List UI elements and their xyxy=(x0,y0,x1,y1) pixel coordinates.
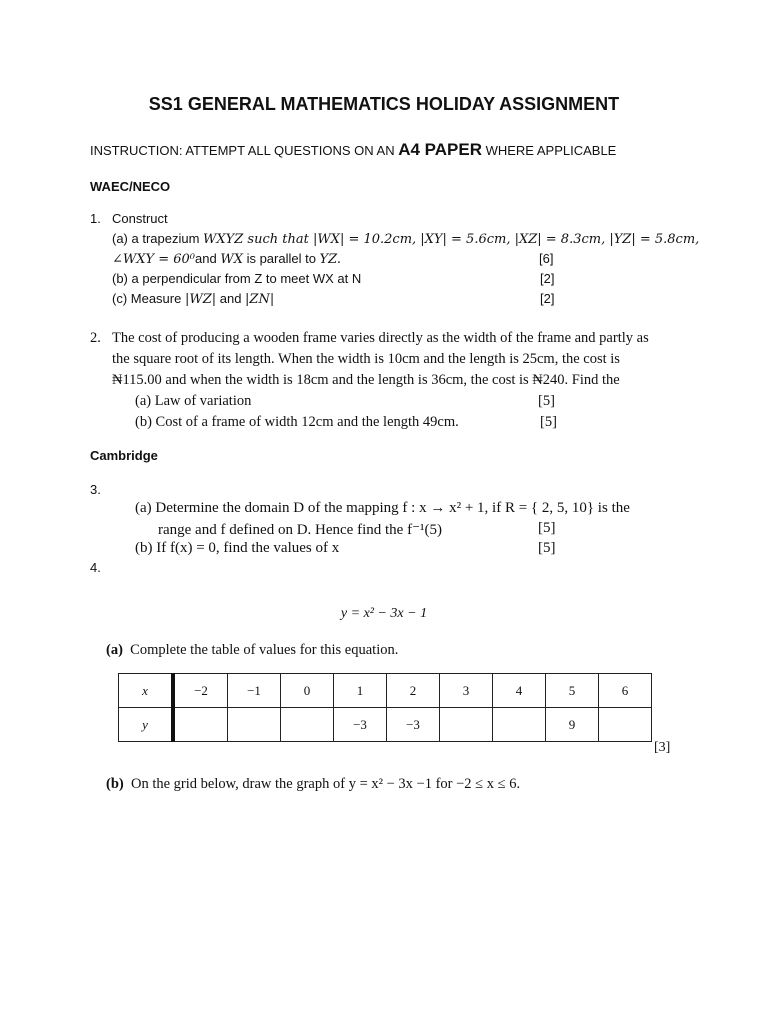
table-cell: −3 xyxy=(334,708,387,742)
q1-a-wx: WX xyxy=(220,252,243,267)
q2-line1: The cost of producing a wooden frame varies directly as the width of the frame and partly as xyxy=(112,330,649,346)
q1-b-mark: [2] xyxy=(540,271,555,286)
q3-part-b: (b) If f(x) = 0, find the values of x xyxy=(135,540,340,556)
q1-c-prefix: (c) Measure xyxy=(112,291,185,306)
table-cell-input[interactable] xyxy=(440,708,493,742)
q1-intro: Construct xyxy=(112,211,168,226)
q4-part-b xyxy=(106,776,520,793)
q2-line2: the square root of its length. When the width is 10cm and the length is 25cm, the cost is xyxy=(112,351,620,367)
q4-number: 4. xyxy=(90,560,101,575)
q2-number: 2. xyxy=(90,330,101,346)
table-cell-input[interactable] xyxy=(493,708,546,742)
q4-part-a xyxy=(106,642,398,659)
q4-b-text: On the grid below, draw the graph of y = x² − 3x −1 for −2 ≤ x ≤ 6. xyxy=(130,776,521,792)
table-cell-input[interactable] xyxy=(228,708,281,742)
table-cell: 4 xyxy=(493,674,546,708)
q4-a-mark: [3] xyxy=(654,740,671,755)
table-cell-input[interactable] xyxy=(173,708,228,742)
instruction-suffix: WHERE APPLICABLE xyxy=(481,143,617,158)
q2-line3: ₦115.00 and when the width is 18cm and the length is 36cm, the cost is ₦240. Find the xyxy=(112,372,620,388)
q4-a-label: (a) xyxy=(106,642,123,658)
q1-a-prefix: (a) a trapezium xyxy=(112,231,204,246)
q1-a-mark: [6] xyxy=(539,251,554,266)
table-cell: 2 xyxy=(387,674,440,708)
q1-part-a-line1 xyxy=(112,231,699,247)
q1-a-and: and xyxy=(195,251,221,266)
values-table xyxy=(118,673,652,742)
q1-c-mark: [2] xyxy=(540,291,555,306)
q1-a-parallel: is parallel to xyxy=(242,251,320,266)
q1-c-and: and xyxy=(216,291,246,306)
q1-part-a-line2 xyxy=(112,251,341,267)
q1-a-yz: YZ. xyxy=(319,252,342,267)
instruction-prefix: INSTRUCTION: ATTEMPT ALL QUESTIONS ON AN xyxy=(90,143,399,158)
table-cell: −2 xyxy=(173,674,228,708)
table-cell: −3 xyxy=(387,708,440,742)
q1-c-wz: |WZ| xyxy=(184,292,217,307)
q3-number: 3. xyxy=(90,482,101,497)
q3-a-mark: [5] xyxy=(538,520,556,536)
instruction xyxy=(90,140,616,160)
table-cell: 1 xyxy=(334,674,387,708)
q4-equation: y = x² − 3x − 1 xyxy=(340,606,428,621)
table-cell-input[interactable] xyxy=(281,708,334,742)
q2-part-a: (a) Law of variation xyxy=(135,393,252,409)
q2-a-mark: [5] xyxy=(538,393,555,409)
table-header-x: x xyxy=(119,674,174,708)
q2-b-mark: [5] xyxy=(540,414,557,430)
page-title: SS1 GENERAL MATHEMATICS HOLIDAY ASSIGNMENT xyxy=(148,94,620,114)
table-cell: 9 xyxy=(546,708,599,742)
table-cell: 6 xyxy=(599,674,652,708)
q3-part-a-line1: (a) Determine the domain D of the mapping f : x → x² + 1, if R = { 2, 5, 10} is the xyxy=(135,500,630,516)
q3-b-mark: [5] xyxy=(538,540,556,556)
q3-part-a-line2: range and f defined on D. Hence find the f⁻¹(5) xyxy=(158,522,442,538)
q1-number: 1. xyxy=(90,211,101,226)
table-cell-input[interactable] xyxy=(599,708,652,742)
q1-c-zn: |ZN| xyxy=(245,292,275,307)
table-cell: −1 xyxy=(228,674,281,708)
q2-part-b: (b) Cost of a frame of width 12cm and the length 49cm. xyxy=(135,414,459,430)
q4-a-text: Complete the table of values for this equation. xyxy=(130,642,399,658)
q1-part-c xyxy=(112,291,274,307)
q4-b-label: (b) xyxy=(106,776,124,792)
table-row-x xyxy=(119,674,652,708)
table-row-y xyxy=(119,708,652,742)
table-cell: 3 xyxy=(440,674,493,708)
instruction-emphasis: A4 PAPER xyxy=(398,140,482,159)
table-cell: 0 xyxy=(281,674,334,708)
q1-part-b: (b) a perpendicular from Z to meet WX at N xyxy=(112,271,362,286)
q1-a-angle: ∠WXY = 60⁰ xyxy=(112,252,196,267)
q1-a-math: WXYZ such that |WX| = 10.2cm, |XY| = 5.6cm, |XZ| = 8.3cm, |YZ| = 5.8cm, xyxy=(203,232,700,247)
table-header-y: y xyxy=(119,708,174,742)
section-waec: WAEC/NECO xyxy=(90,179,171,194)
table-cell: 5 xyxy=(546,674,599,708)
section-cambridge: Cambridge xyxy=(90,448,158,463)
